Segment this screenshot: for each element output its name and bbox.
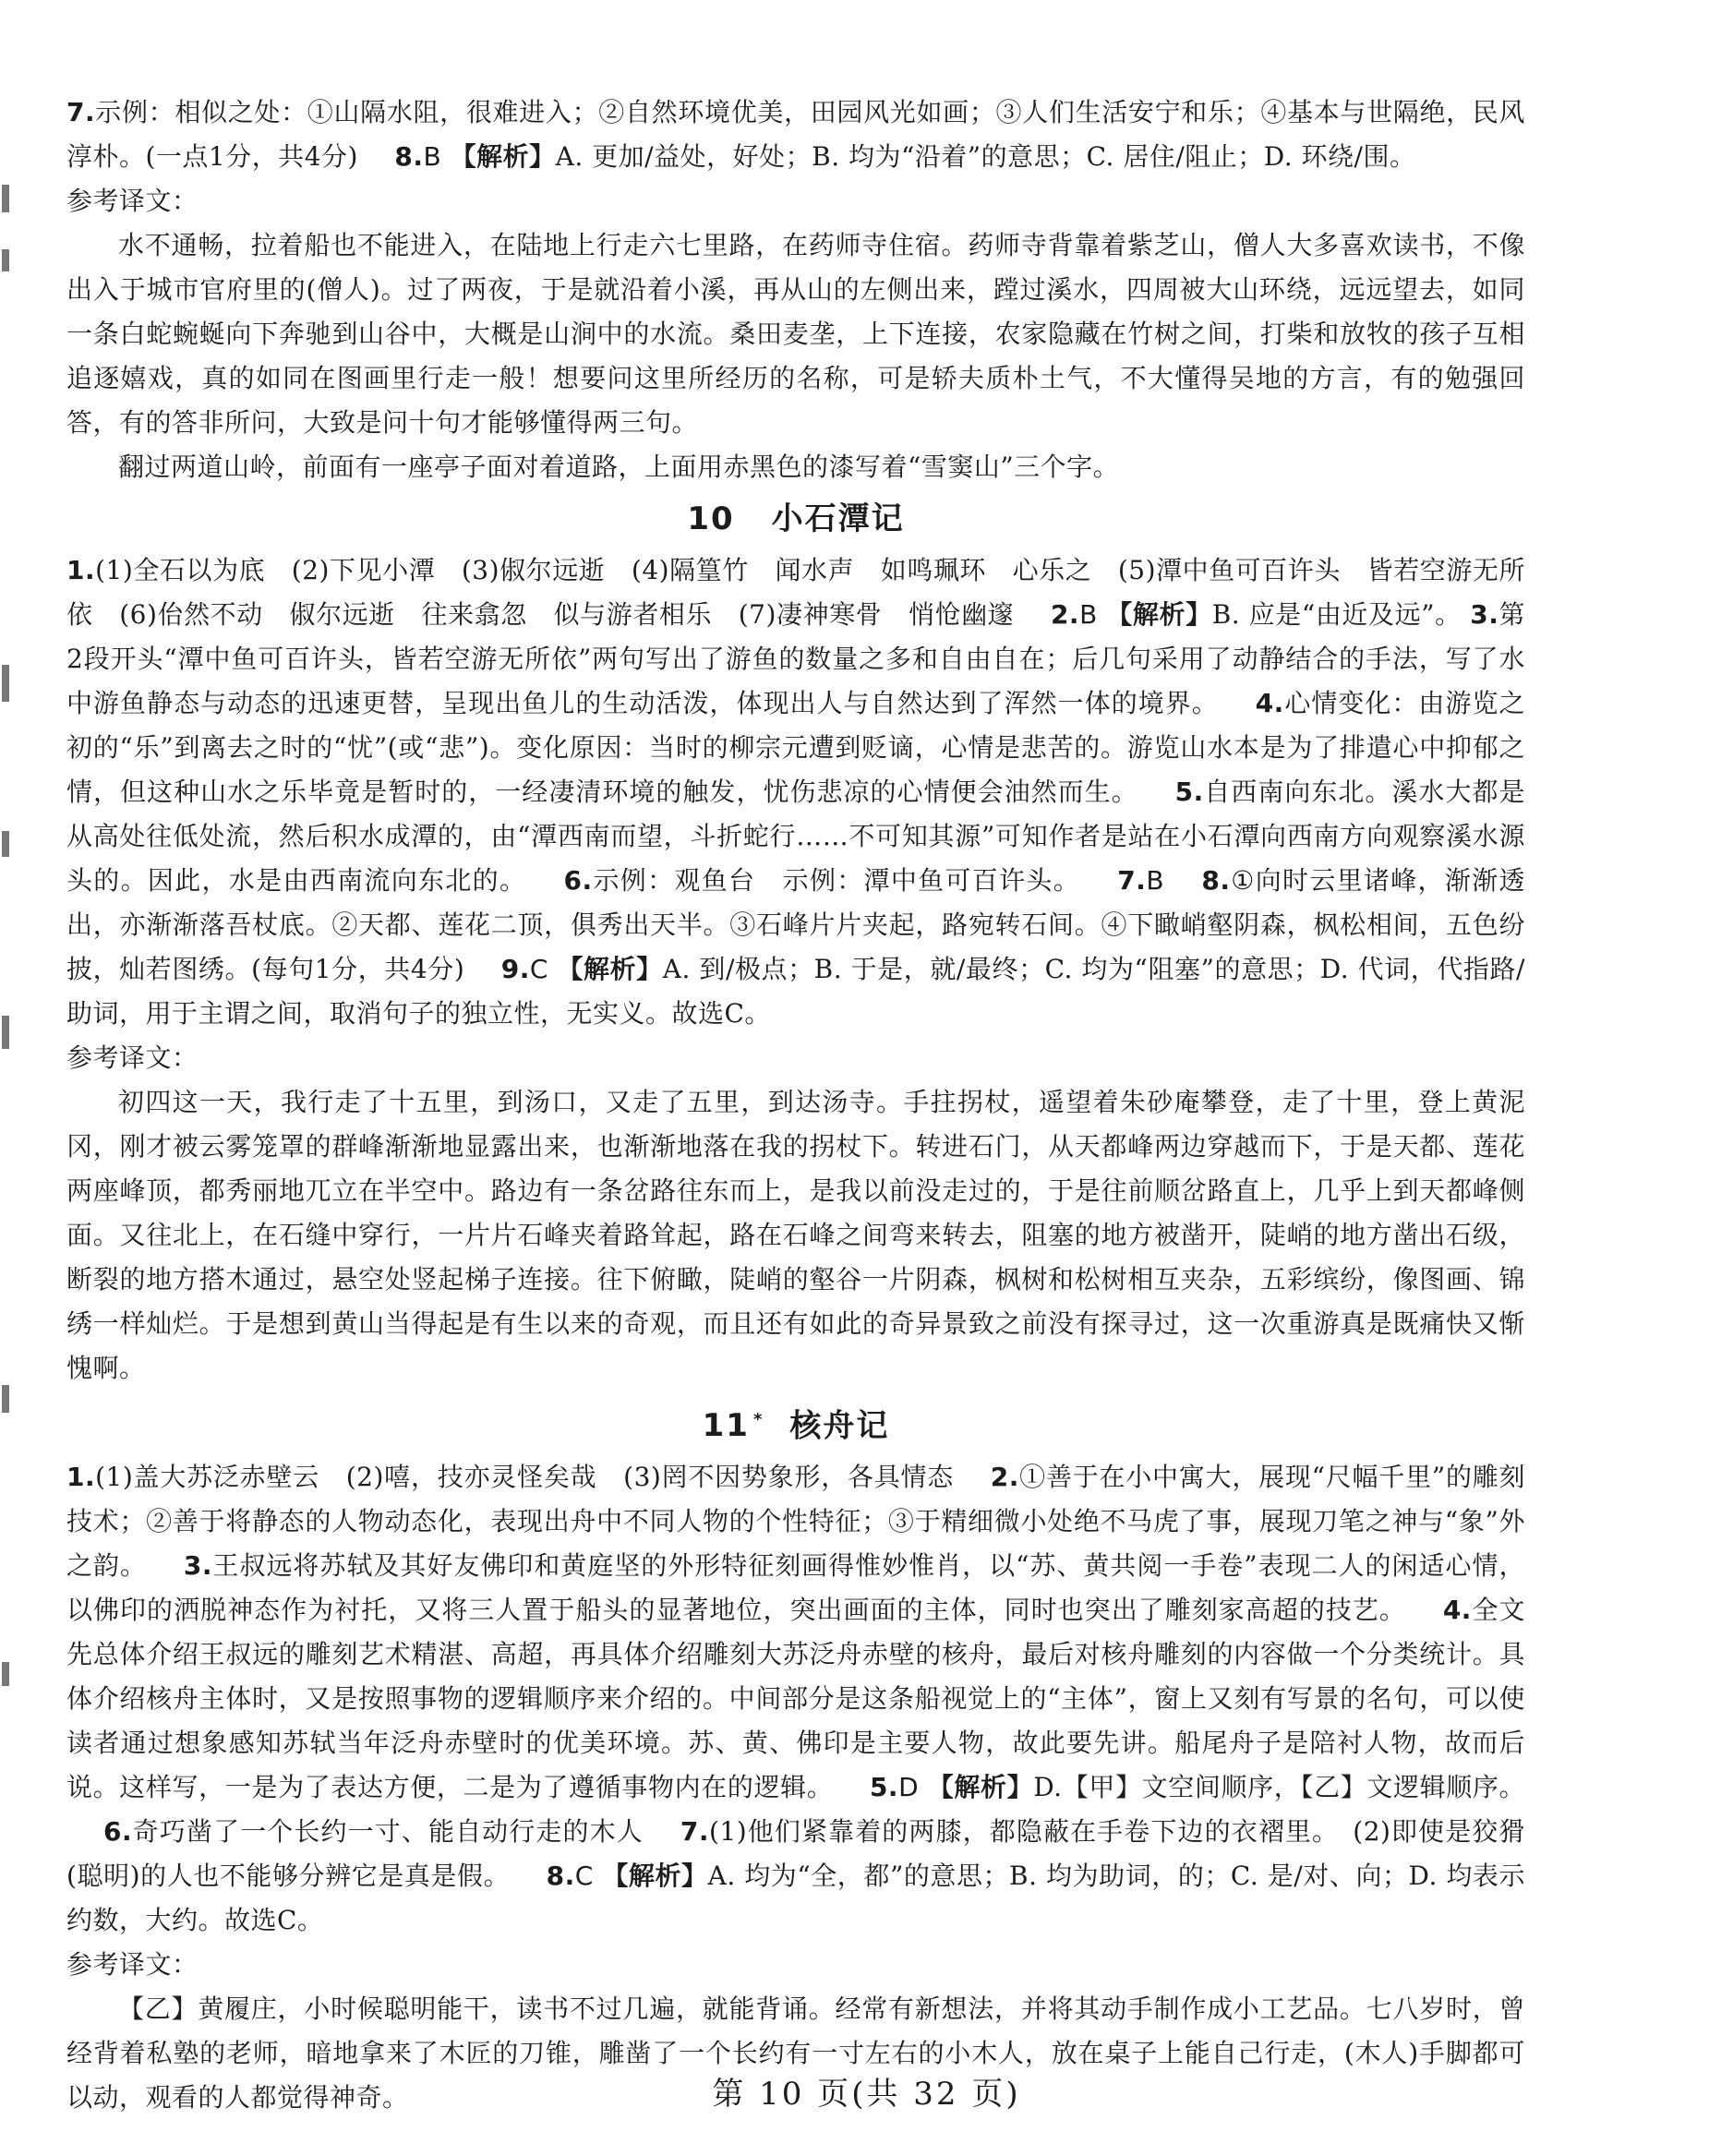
question-number: 5. xyxy=(869,1772,899,1803)
answer-text: 第2段开头“潭中鱼可百许头，皆若空游无所依”两句写出了游鱼的数量之多和自由自在；后几句采用了动静结合的手法，写了水中游鱼静态与动态的迅速更替，呈现出鱼儿的生动活泼，体现出人与自然达到了浑然一体的境界。 xyxy=(66,599,1525,718)
reference-translation-label: 参考译文： xyxy=(66,1949,199,1981)
question-number: 6. xyxy=(563,865,593,896)
translation-paragraph: 【乙】黄履庄，小时候聪明能干，读书不过几遍，就能背诵。经常有新想法，并将其动手制作成小工艺品。七八岁时，曾经背着私塾的老师，暗地拿来了木匠的刀锥，雕凿了一个长约有一寸左右的小木人，放在桌子上能自己行走，(木人)手脚都可以动，观看的人都觉得神奇。 xyxy=(66,1993,1525,2114)
answer-text: D.【甲】文空间顺序，【乙】文逻辑顺序。 xyxy=(1033,1772,1526,1803)
answer-text: 自西南向东北。溪水大都是从高处往低处流，然后积水成潭的，由“潭西南而望，斗折蛇行……不可知其源”可知作者是站在小石潭向西南方向观察溪水源头的。因此，水是由西南流向东北的。 xyxy=(66,777,1525,896)
answer-choice: B xyxy=(1146,865,1165,896)
answer-choice: D xyxy=(898,1772,920,1803)
question-number: 2. xyxy=(990,1462,1019,1493)
answer-choice: C xyxy=(574,1861,594,1892)
answer-text: B. 应是“由近及远”。 xyxy=(1211,599,1462,630)
analysis-label: 【解析】 xyxy=(1106,599,1212,630)
section-heading xyxy=(66,1394,1525,1451)
answer-text: 全文先总体介绍王叔远的雕刻艺术精湛、高超，再具体介绍雕刻大苏泛舟赤壁的核舟，最后对核舟雕刻的内容做一个分类统计。具体介绍核舟主体时，又是按照事物的逻辑顺序来介绍的。中间部分是这条船视觉上的“主体”，窗上又刻有写景的名句，可以使读者通过想象感知苏轼当年泛舟赤壁时的优美环境。苏、黄、佛印是主要人物，故此要先讲。船尾舟子是陪衬人物，故而后说。这样写，一是为了表达方便，二是为了遵循事物内在的逻辑。 xyxy=(66,1595,1525,1803)
question-number: 6. xyxy=(103,1816,133,1848)
answer-text: (1)他们紧靠着的两膝，都隐蔽在手卷下边的衣褶里。 (2)即使是狡猾(聪明)的人也不能够分辨它是真是假。 xyxy=(66,1816,1525,1892)
section-title: 核舟记 xyxy=(789,1407,890,1445)
translation-paragraph: 初四这一天，我行走了十五里，到汤口，又走了五里，到达汤寺。手拄拐杖，遥望着朱砂庵攀登，走了十里，登上黄泥冈，刚才被云雾笼罩的群峰渐渐地显露出来，也渐渐地落在我的拐杖下。转进石门，从天都峰两边穿越而下，于是天都、莲花两座峰顶，都秀丽地兀立在半空中。路边有一条岔路往东而上，是我以前没走过的，于是往前顺岔路直上，几乎上到天都峰侧面。又往北上，在石缝中穿行，一片片石峰夹着路耸起，路在石峰之间弯来转去，阻塞的地方被凿开，陡峭的地方凿出石级，断裂的地方搭木通过，悬空处竖起梯子连接。往下俯瞰，陡峭的壑谷一片阴森，枫树和松树相互夹杂，五彩缤纷，像图画、锦绣一样灿烂。于是想到黄山当得起是有生以来的奇观，而且还有如此的奇异景致之前没有探寻过，这一次重游真是既痛快又惭愧啊。 xyxy=(66,1087,1525,1383)
question-number: 4. xyxy=(1442,1595,1472,1626)
answer-text: ①善于在小中寓大，展现“尺幅千里”的雕刻技术；②善于将静态的人物动态化，表现出舟中不同人物的个性特征；③于精细微小处绝不马虎了事，展现刀笔之神与“象”外之韵。 xyxy=(66,1462,1526,1582)
reference-translation-label: 参考译文： xyxy=(66,1042,199,1073)
answer-text: 示例：观鱼台 示例：潭中鱼可百许头。 xyxy=(592,865,1081,896)
reference-translation-label: 参考译文： xyxy=(66,186,199,216)
binding-margin-marks xyxy=(0,185,13,1939)
question-number: 7. xyxy=(66,97,96,127)
translation-paragraph: 水不通畅，拉着船也不能进入，在陆地上行走六七里路，在药师寺住宿。药师寺背靠着紫芝山，僧人大多喜欢读书，不像出入于城市官府里的(僧人)。过了两夜，于是就沿着小溪，再从山的左侧出来，蹚过溪水，四周被大山环绕，远远望去，如同一条白蛇蜿蜒向下奔驰到山谷中，大概是山涧中的水流。桑田麦垄，上下连接，农家隐藏在竹树之间，打柴和放牧的孩子互相追逐嬉戏，真的如同在图画里行走一般！想要问这里所经历的名称，可是轿夫质朴土气，不大懂得吴地的方言，有的勉强回答，有的答非所问，大致是问十句才能够懂得两三句。 xyxy=(66,230,1525,438)
question-number: 3. xyxy=(1470,599,1499,630)
question-number: 1. xyxy=(66,1462,96,1493)
s11-answers xyxy=(66,1455,1525,1943)
answer-text: 示例：相似之处：①山隔水阻，很难进入；②自然环境优美，田园风光如画；③人们生活安宁和乐；④基本与世隔绝，民风淳朴。(一点1分，共4分) xyxy=(66,97,1525,172)
answer-text: 心情变化：由游览之初的“乐”到离去之时的“忧”(或“悲”)。变化原因：当时的柳宗元遭到贬谪，心情是悲苦的。游览山水本是为了排遣心中抑郁之情，但这种山水之乐毕竟是暂时的，一经凄清环境的触发，忧伤悲凉的心情便会油然而生。 xyxy=(66,688,1525,807)
question-number: 4. xyxy=(1255,688,1284,718)
question-number: 7. xyxy=(680,1816,709,1848)
question-number: 7. xyxy=(1117,865,1147,896)
answer-page xyxy=(66,90,1525,2120)
answer-text: 奇巧凿了一个长约一寸、能自动行走的木人 xyxy=(132,1816,644,1848)
page-number-footer: 第 10 页(共 32 页) xyxy=(712,2076,1021,2113)
section-number: 11 xyxy=(702,1407,750,1445)
translation-paragraph: 翻过两道山岭，前面有一座亭子面对着道路，上面用赤黑色的漆写着“雪窦山”三个字。 xyxy=(118,452,1120,482)
analysis-label: 【解析】 xyxy=(450,141,556,172)
section-title: 小石潭记 xyxy=(771,500,905,537)
question-number: 9. xyxy=(500,954,530,984)
section-number: 10 xyxy=(687,500,735,537)
question-number: 5. xyxy=(1174,777,1204,807)
question-number: 8. xyxy=(1201,865,1231,896)
analysis-label: 【解析】 xyxy=(927,1772,1034,1803)
question-number: 8. xyxy=(546,1861,575,1892)
optional-star-mark: * xyxy=(752,1410,764,1429)
analysis-label: 【解析】 xyxy=(557,954,663,984)
answer-text: (1)盖大苏泛赤壁云 (2)嘻，技亦灵怪矣哉 (3)罔不因势象形，各具情态 xyxy=(95,1462,955,1493)
analysis-label: 【解析】 xyxy=(602,1861,708,1892)
question-number: 2. xyxy=(1050,599,1080,630)
s9-answers xyxy=(66,90,1525,179)
question-number: 8. xyxy=(394,141,424,172)
answer-choice: B xyxy=(423,141,442,172)
answer-text: A. 到/极点；B. 于是，就/最终；C. 均为“阻塞”的意思；D. 代词，代指路/助词，用于主谓之间，取消句子的独立性，无实义。故选C。 xyxy=(66,954,1525,1029)
question-number: 1. xyxy=(66,555,96,585)
section-heading xyxy=(66,493,1525,545)
answer-text: 王叔远将苏轼及其好友佛印和黄庭坚的外形特征刻画得惟妙惟肖，以“苏、黄共阅一手卷”表现二人的闲适心情，以佛印的洒脱神态作为衬托，又将三人置于船头的显著地位，突出画面的主体，同时也突出了雕刻家高超的技艺。 xyxy=(66,1550,1525,1626)
answer-choice: B xyxy=(1079,599,1098,630)
answer-text: (1)全石以为底 (2)下见小潭 (3)俶尔远逝 (4)隔篁竹 闻水声 如鸣珮环 心乐之 (5)潭中鱼可百许头 皆若空游无所依 (6)佁然不动 俶尔远逝 往来翕忽 似与游者相乐 (7)凄神寒骨 悄怆幽邃 xyxy=(66,555,1525,630)
question-number: 3. xyxy=(183,1550,212,1582)
answer-text: ①向时云里诸峰，渐渐透出，亦渐渐落吾杖底。②天都、莲花二顶，俱秀出天半。③石峰片片夹起，路宛转石间。④下瞰峭壑阴森，枫松相间，五色纷披，灿若图绣。(每句1分，共4分) xyxy=(66,865,1525,984)
answer-choice: C xyxy=(529,954,548,984)
answer-text: A. 均为“全，都”的意思；B. 均为助词，的；C. 是/对、向；D. 均表示约数，大约。故选C。 xyxy=(66,1861,1525,1936)
s10-answers xyxy=(66,548,1525,1036)
answer-text: A. 更加/益处，好处；B. 均为“沿着”的意思；C. 居住/阻止；D. 环绕/围。 xyxy=(555,141,1416,172)
